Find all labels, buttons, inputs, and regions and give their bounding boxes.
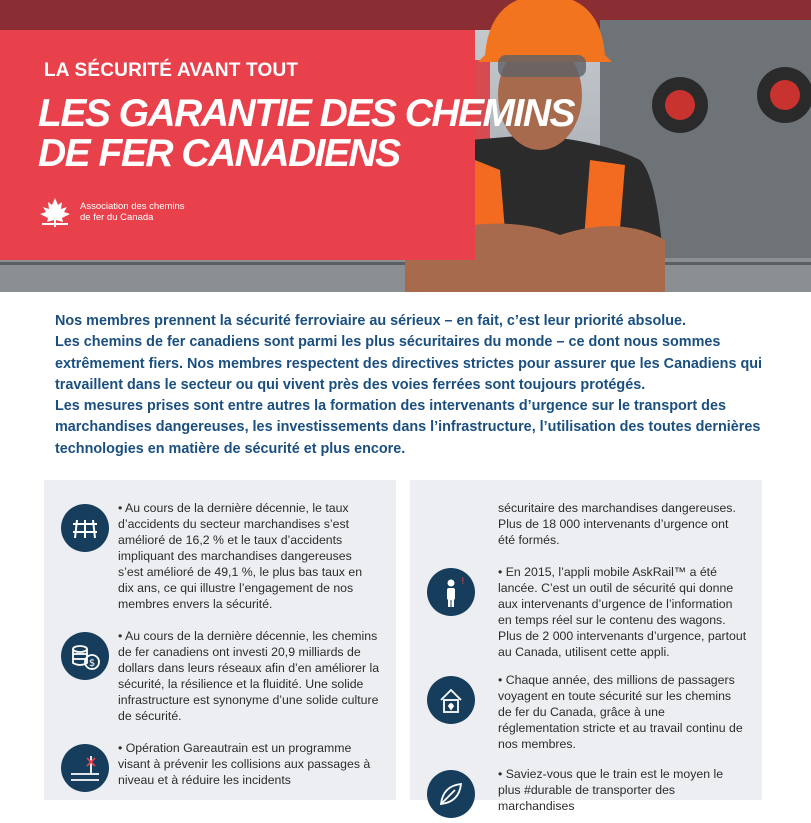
fact-text: • Opération Gareautrain est un programme visant à prévenir les collisions aux passages à niveau et à réduire les incidents xyxy=(118,741,371,787)
fact-text: sécuritaire des marchandises dangereuses. Plus de 18 000 intervenants d’urgence ont été formés. xyxy=(498,501,736,547)
leaf-icon xyxy=(427,770,475,818)
page-kicker: LA SÉCURITÉ AVANT TOUT xyxy=(44,60,299,81)
logo-line-2: de fer du Canada xyxy=(80,212,154,223)
fact-text: • Au cours de la dernière décennie, les chemins de fer canadiens ont investi 20,9 milliards de dollars dans leurs réseaux afin d’en améliorer la sécurité, la résilience et la fluidité. Une solide infrastructure est synonyme d’une solide culture de sécurité. xyxy=(118,629,380,723)
svg-text:!: ! xyxy=(461,577,465,587)
logo-line-1: Association des chemins xyxy=(80,201,185,212)
intro-paragraph: Les mesures prises sont entre autres la formation des intervenants d’urgence sur le transport des marchandises dangereuses, les investissements dans l’infrastructure, l’utilisation des toutes dernières technologies en matière de sécurité et plus encore. xyxy=(55,398,761,457)
intro-text xyxy=(55,311,765,460)
title-line-2: DE FER CANADIENS xyxy=(38,132,400,175)
fact-text: • Au cours de la dernière décennie, le taux d’accidents du secteur marchandises s’est amélioré de 16,2 % et le taux d’accidents impliquant des marchandises dangereuses s’est amélioré de 49,1 %, le plus bas taux en dix ans, ce qui illustre l’engagement de nos membres envers la sécurité. xyxy=(118,501,363,611)
title-line-1: LES GARANTIE DES CHEMINS xyxy=(38,92,575,135)
responder-alert-icon xyxy=(427,568,475,616)
intro-paragraph: Nos membres prennent la sécurité ferroviaire au sérieux – en fait, c’est leur priorité absolue. xyxy=(55,313,687,329)
railway-track-icon xyxy=(61,504,109,552)
hero-banner xyxy=(0,0,811,292)
association-logo xyxy=(36,196,185,228)
svg-text:$: $ xyxy=(88,658,96,669)
logo-text xyxy=(80,201,185,223)
left-facts-column xyxy=(44,480,396,800)
fact-text: • Saviez-vous que le train est le moyen le plus #durable de transporter des marchandises xyxy=(498,767,724,813)
maple-leaf-icon xyxy=(36,196,74,228)
right-facts-column xyxy=(410,480,762,813)
fact-text: • En 2015, l’appli mobile AskRail™ a été lancée. C’est un outil de sécurité qui donne aux intervenants d’urgence de l’information en temps réel sur le contenu des wagons. Plus de 2 000 intervenants d’urgence, partout au Canada, utilisent cette appli. xyxy=(498,565,747,659)
intro-paragraph: Les chemins de fer canadiens sont parmi les plus sécuritaires du monde – ce dont nous sommes extrêmement fiers. Nos membres respectent des directives strictes pour assurer que les Canadiens qui travaillent dans le secteur ou qui vivent près des voies ferrées sont toujours protégés. xyxy=(55,334,763,393)
page-title xyxy=(38,94,574,174)
passenger-safety-icon xyxy=(427,676,475,724)
coins-dollar-icon xyxy=(61,632,109,680)
level-crossing-icon xyxy=(61,744,109,792)
fact-text: • Chaque année, des millions de passagers voyagent en toute sécurité sur les chemins de fer du Canada, grâce à une réglementation stricte et au travail continu de nos membres. xyxy=(498,673,743,751)
